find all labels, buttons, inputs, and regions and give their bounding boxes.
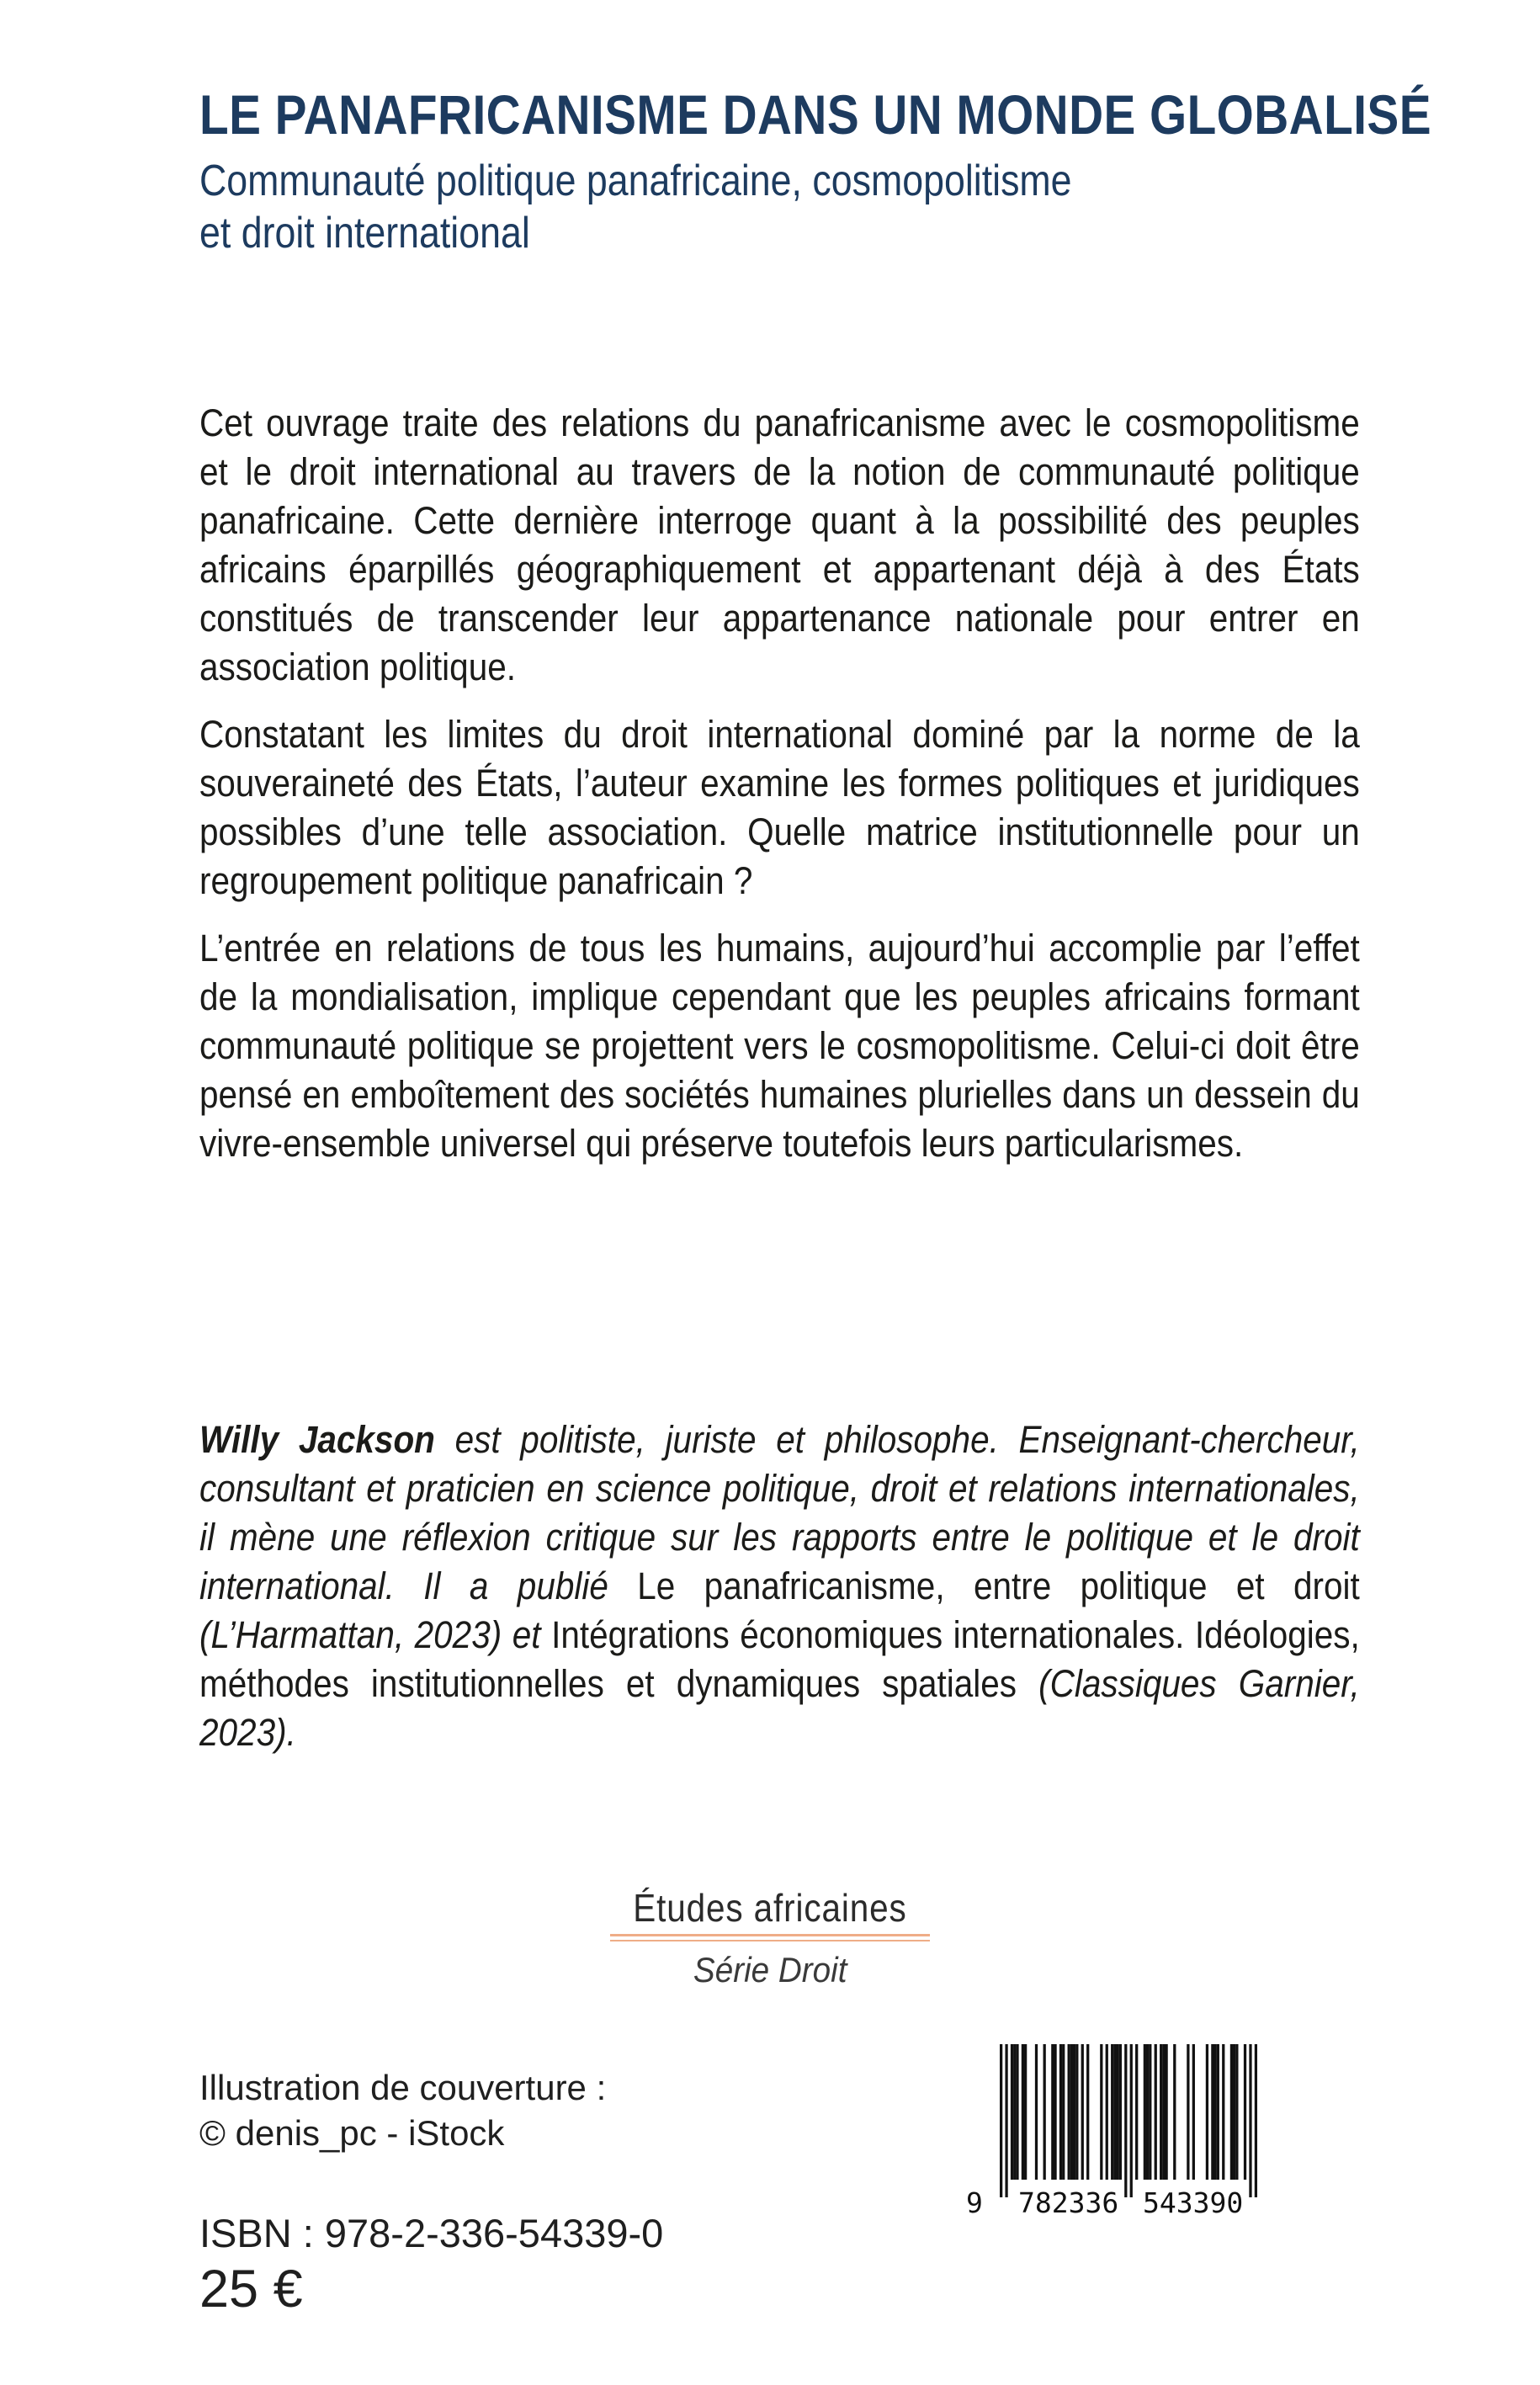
series-divider-rule	[610, 1934, 930, 1941]
price: 25 €	[199, 2260, 303, 2319]
barcode-digit-system: 9	[966, 2186, 983, 2219]
cover-credit	[199, 2065, 606, 2156]
author-bio-text: Willy Jackson est politiste, juriste et philosophe. Enseignant-chercheur, consultant et praticien en science politique, droit et relations internationales, il mène une réflexion critique sur les rapports entre le politique et le droit international. Il a publié Le panafricanisme, entre politique et droit (L’Harmattan, 2023) et Intégrations économiques internationales. Idéologies, méthodes institutionnelles et dynamiques spatiales (Classiques Garnier, 2023).	[199, 1418, 1360, 1754]
barcode-bars	[1000, 2044, 1257, 2197]
series-subseries: Série Droit	[693, 1950, 847, 1989]
synopsis-paragraph-3: L’entrée en relations de tous les humains, aujourd’hui accomplie par l’effet de la mondialisation, implique cependant que les peuples africains formant communauté politique se projettent vers le cosmopolitisme. Celui-ci doit être pensé en emboîtement des sociétés humaines plurielles dans un dessein du vivre-ensemble universel qui préserve toutefois leurs particularismes.	[199, 927, 1360, 1165]
isbn: ISBN : 978-2-336-54339-0	[199, 2211, 664, 2255]
author-bio	[199, 1416, 1360, 1757]
book-title: LE PANAFRICANISME DANS UN MONDE GLOBALISÉ	[199, 83, 1431, 146]
barcode-digits-left-group: 782336	[1018, 2186, 1119, 2219]
synopsis-paragraph-2: Constatant les limites du droit international dominé par la norme de la souveraineté des États, l’auteur examine les formes politiques et juridiques possibles d’une telle association. Quelle matrice institutionnelle pour un regroupement politique panafricain ?	[199, 713, 1360, 902]
book-subtitle-line1: Communauté politique panafricaine, cosmopolitisme	[199, 157, 1072, 205]
barcode-digits-right-group: 543390	[1143, 2186, 1244, 2219]
cover-credit-line2: © denis_pc - iStock	[199, 2113, 505, 2153]
series-name: Études africaines	[633, 1886, 907, 1930]
book-subtitle-line2: et droit international	[199, 209, 530, 258]
cover-credit-line1: Illustration de couverture :	[199, 2068, 607, 2107]
synopsis	[199, 399, 1360, 1187]
series-block	[0, 1885, 1540, 1990]
synopsis-paragraph-1: Cet ouvrage traite des relations du panafricanisme avec le cosmopolitisme et le droit international au travers de la notion de communauté politique panafricaine. Cette dernière interroge quant à la possibilité des peuples africains éparpillés géographiquement et appartenant déjà à des États constitués de transcender leur appartenance nationale pour entrer en association politique.	[199, 401, 1360, 688]
barcode	[966, 2044, 1257, 2242]
book-subtitle	[199, 155, 1444, 259]
title-block	[199, 84, 1444, 259]
